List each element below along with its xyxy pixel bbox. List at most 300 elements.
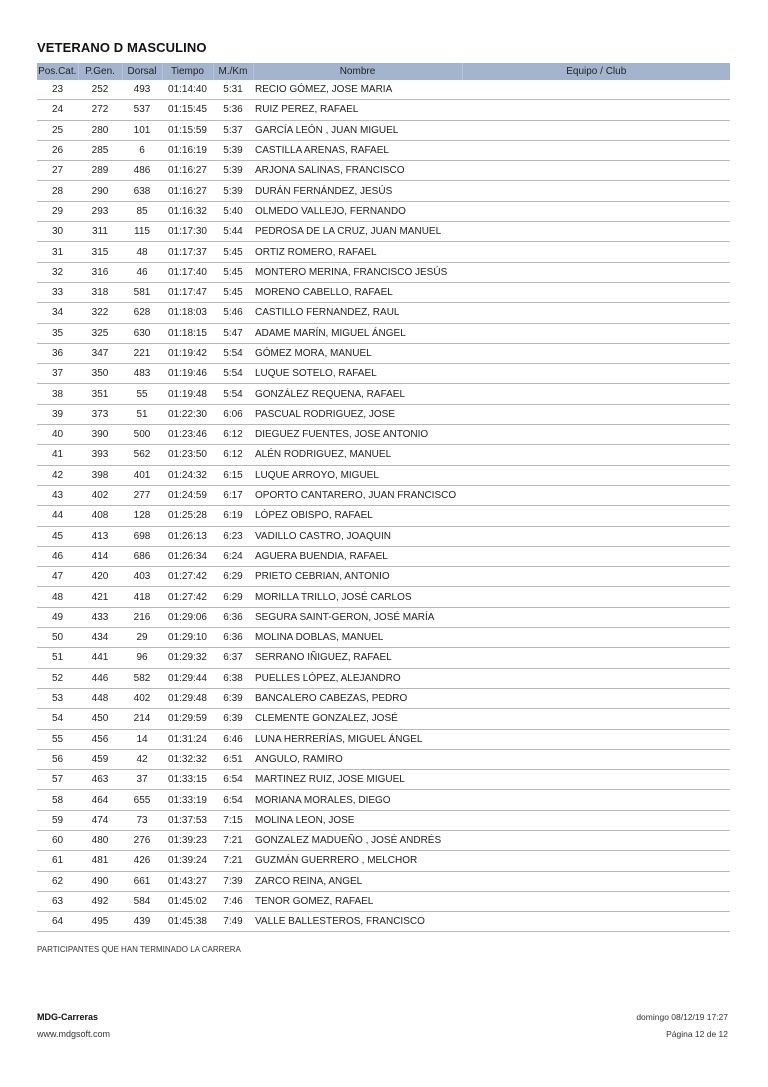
cell-equipo-club [462,830,730,850]
cell-dorsal: 628 [122,303,162,323]
cell-p-gen: 290 [78,181,122,201]
cell-min-km: 6:06 [213,404,253,424]
cell-min-km: 6:12 [213,425,253,445]
cell-nombre: ADAME MARÍN, MIGUEL ÁNGEL [253,323,462,343]
cell-equipo-club [462,425,730,445]
table-row [37,323,730,343]
table-row [37,770,730,790]
table-row [37,181,730,201]
cell-tiempo: 01:25:28 [162,506,213,526]
cell-p-gen: 414 [78,546,122,566]
table-row [37,648,730,668]
cell-min-km: 6:15 [213,465,253,485]
cell-pos-cat: 58 [37,790,78,810]
cell-min-km: 5:46 [213,303,253,323]
cell-min-km: 5:31 [213,80,253,100]
table-row [37,506,730,526]
cell-equipo-club [462,323,730,343]
cell-p-gen: 421 [78,587,122,607]
cell-nombre: MOLINA DOBLAS, MANUEL [253,628,462,648]
cell-dorsal: 277 [122,485,162,505]
cell-dorsal: 582 [122,668,162,688]
cell-nombre: MARTINEZ RUIZ, JOSE MIGUEL [253,770,462,790]
cell-tiempo: 01:23:50 [162,445,213,465]
cell-tiempo: 01:17:37 [162,242,213,262]
cell-min-km: 7:21 [213,830,253,850]
cell-dorsal: 46 [122,262,162,282]
cell-p-gen: 420 [78,567,122,587]
cell-equipo-club [462,587,730,607]
cell-pos-cat: 61 [37,851,78,871]
cell-pos-cat: 38 [37,384,78,404]
table-row [37,425,730,445]
cell-min-km: 6:24 [213,546,253,566]
cell-p-gen: 351 [78,384,122,404]
table-row [37,404,730,424]
cell-pos-cat: 39 [37,404,78,424]
cell-tiempo: 01:39:24 [162,851,213,871]
cell-dorsal: 493 [122,80,162,100]
cell-pos-cat: 54 [37,709,78,729]
cell-pos-cat: 48 [37,587,78,607]
cell-equipo-club [462,526,730,546]
cell-pos-cat: 32 [37,262,78,282]
cell-nombre: ALÉN RODRIGUEZ, MANUEL [253,445,462,465]
cell-p-gen: 289 [78,161,122,181]
table-row [37,282,730,302]
cell-dorsal: 216 [122,607,162,627]
cell-pos-cat: 50 [37,628,78,648]
cell-p-gen: 413 [78,526,122,546]
cell-pos-cat: 64 [37,912,78,932]
cell-nombre: PASCUAL RODRIGUEZ, JOSE [253,404,462,424]
cell-pos-cat: 35 [37,323,78,343]
cell-p-gen: 350 [78,364,122,384]
cell-equipo-club [462,810,730,830]
cell-tiempo: 01:18:03 [162,303,213,323]
cell-nombre: PRIETO CEBRIAN, ANTONIO [253,567,462,587]
table-row [37,810,730,830]
cell-pos-cat: 40 [37,425,78,445]
cell-tiempo: 01:17:30 [162,222,213,242]
cell-nombre: MONTERO MERINA, FRANCISCO JESÚS [253,262,462,282]
cell-p-gen: 490 [78,871,122,891]
cell-pos-cat: 53 [37,688,78,708]
cell-dorsal: 418 [122,587,162,607]
cell-pos-cat: 27 [37,161,78,181]
cell-nombre: LUQUE ARROYO, MIGUEL [253,465,462,485]
table-row [37,709,730,729]
cell-equipo-club [462,871,730,891]
cell-pos-cat: 52 [37,668,78,688]
cell-pos-cat: 51 [37,648,78,668]
cell-equipo-club [462,485,730,505]
cell-dorsal: 85 [122,201,162,221]
cell-dorsal: 581 [122,282,162,302]
finishers-note: PARTICIPANTES QUE HAN TERMINADO LA CARRERA [37,945,241,954]
cell-pos-cat: 42 [37,465,78,485]
cell-tiempo: 01:43:27 [162,871,213,891]
table-row [37,607,730,627]
cell-nombre: ARJONA SALINAS, FRANCISCO [253,161,462,181]
cell-nombre: GONZÁLEZ REQUENA, RAFAEL [253,384,462,404]
cell-equipo-club [462,851,730,871]
cell-p-gen: 280 [78,120,122,140]
cell-pos-cat: 59 [37,810,78,830]
cell-equipo-club [462,404,730,424]
cell-tiempo: 01:26:34 [162,546,213,566]
cell-min-km: 5:44 [213,222,253,242]
cell-min-km: 6:17 [213,485,253,505]
cell-p-gen: 252 [78,80,122,100]
col-nombre: Nombre [253,63,462,80]
cell-dorsal: 401 [122,465,162,485]
cell-tiempo: 01:31:24 [162,729,213,749]
cell-tiempo: 01:19:48 [162,384,213,404]
cell-min-km: 6:39 [213,709,253,729]
cell-equipo-club [462,384,730,404]
table-row [37,749,730,769]
cell-pos-cat: 34 [37,303,78,323]
table-row [37,830,730,850]
cell-dorsal: 486 [122,161,162,181]
cell-tiempo: 01:15:59 [162,120,213,140]
cell-equipo-club [462,201,730,221]
cell-equipo-club [462,790,730,810]
cell-pos-cat: 29 [37,201,78,221]
cell-dorsal: 439 [122,912,162,932]
cell-min-km: 5:54 [213,343,253,363]
cell-equipo-club [462,668,730,688]
cell-tiempo: 01:32:32 [162,749,213,769]
cell-nombre: OPORTO CANTARERO, JUAN FRANCISCO [253,485,462,505]
cell-tiempo: 01:45:38 [162,912,213,932]
cell-tiempo: 01:17:47 [162,282,213,302]
cell-p-gen: 456 [78,729,122,749]
cell-equipo-club [462,303,730,323]
table-row [37,485,730,505]
cell-equipo-club [462,445,730,465]
cell-p-gen: 373 [78,404,122,424]
cell-dorsal: 562 [122,445,162,465]
cell-min-km: 6:54 [213,770,253,790]
cell-min-km: 6:23 [213,526,253,546]
cell-min-km: 5:47 [213,323,253,343]
cell-min-km: 6:29 [213,567,253,587]
cell-equipo-club [462,749,730,769]
cell-tiempo: 01:14:40 [162,80,213,100]
cell-equipo-club [462,120,730,140]
cell-equipo-club [462,80,730,100]
cell-p-gen: 393 [78,445,122,465]
table-row [37,201,730,221]
col-dorsal: Dorsal [122,63,162,80]
table-row [37,567,730,587]
table-row [37,242,730,262]
table-row [37,688,730,708]
cell-tiempo: 01:16:32 [162,201,213,221]
cell-p-gen: 450 [78,709,122,729]
results-table [37,63,730,932]
cell-p-gen: 464 [78,790,122,810]
cell-p-gen: 316 [78,262,122,282]
cell-dorsal: 51 [122,404,162,424]
cell-min-km: 6:51 [213,749,253,769]
cell-p-gen: 480 [78,830,122,850]
cell-min-km: 6:29 [213,587,253,607]
cell-min-km: 5:45 [213,242,253,262]
col-p-gen: P.Gen. [78,63,122,80]
cell-equipo-club [462,222,730,242]
cell-pos-cat: 31 [37,242,78,262]
cell-equipo-club [462,343,730,363]
cell-p-gen: 325 [78,323,122,343]
cell-tiempo: 01:19:46 [162,364,213,384]
table-header-row [37,63,730,80]
cell-min-km: 7:15 [213,810,253,830]
cell-equipo-club [462,465,730,485]
cell-nombre: LÓPEZ OBISPO, RAFAEL [253,506,462,526]
col-min-km: M./Km [213,63,253,80]
cell-equipo-club [462,709,730,729]
cell-equipo-club [462,181,730,201]
cell-dorsal: 29 [122,628,162,648]
cell-tiempo: 01:27:42 [162,567,213,587]
cell-pos-cat: 60 [37,830,78,850]
cell-pos-cat: 25 [37,120,78,140]
cell-pos-cat: 36 [37,343,78,363]
cell-tiempo: 01:19:42 [162,343,213,363]
cell-p-gen: 311 [78,222,122,242]
cell-dorsal: 73 [122,810,162,830]
cell-min-km: 6:36 [213,607,253,627]
cell-min-km: 5:40 [213,201,253,221]
cell-nombre: GÓMEZ MORA, MANUEL [253,343,462,363]
cell-nombre: LUQUE SOTELO, RAFAEL [253,364,462,384]
cell-nombre: AGUERA BUENDIA, RAFAEL [253,546,462,566]
cell-p-gen: 492 [78,891,122,911]
table-row [37,120,730,140]
cell-p-gen: 285 [78,140,122,160]
table-row [37,222,730,242]
cell-equipo-club [462,628,730,648]
cell-nombre: ZARCO REINA, ANGEL [253,871,462,891]
cell-pos-cat: 49 [37,607,78,627]
cell-dorsal: 276 [122,830,162,850]
cell-min-km: 6:39 [213,688,253,708]
cell-nombre: LUNA HERRERÍAS, MIGUEL ÁNGEL [253,729,462,749]
cell-equipo-club [462,364,730,384]
cell-equipo-club [462,262,730,282]
cell-nombre: BANCALERO CABEZAS, PEDRO [253,688,462,708]
cell-nombre: PEDROSA DE LA CRUZ, JUAN MANUEL [253,222,462,242]
cell-tiempo: 01:24:32 [162,465,213,485]
table-row [37,912,730,932]
table-row [37,729,730,749]
cell-tiempo: 01:29:48 [162,688,213,708]
cell-dorsal: 584 [122,891,162,911]
table-row [37,790,730,810]
cell-tiempo: 01:17:40 [162,262,213,282]
cell-pos-cat: 55 [37,729,78,749]
cell-tiempo: 01:37:53 [162,810,213,830]
footer-date: domingo 08/12/19 17:27 [636,1012,728,1022]
cell-equipo-club [462,506,730,526]
cell-min-km: 5:39 [213,140,253,160]
cell-pos-cat: 45 [37,526,78,546]
cell-dorsal: 14 [122,729,162,749]
cell-nombre: VADILLO CASTRO, JOAQUIN [253,526,462,546]
cell-equipo-club [462,688,730,708]
col-pos-cat: Pos.Cat. [37,63,78,80]
cell-equipo-club [462,242,730,262]
cell-min-km: 5:45 [213,262,253,282]
cell-p-gen: 347 [78,343,122,363]
cell-dorsal: 48 [122,242,162,262]
cell-tiempo: 01:45:02 [162,891,213,911]
cell-p-gen: 402 [78,485,122,505]
col-tiempo: Tiempo [162,63,213,80]
cell-tiempo: 01:24:59 [162,485,213,505]
cell-min-km: 5:39 [213,181,253,201]
cell-equipo-club [462,607,730,627]
cell-p-gen: 398 [78,465,122,485]
footer-brand: MDG-Carreras [37,1012,99,1022]
cell-pos-cat: 28 [37,181,78,201]
cell-dorsal: 42 [122,749,162,769]
cell-min-km: 7:46 [213,891,253,911]
cell-tiempo: 01:16:19 [162,140,213,160]
cell-tiempo: 01:22:30 [162,404,213,424]
cell-min-km: 6:54 [213,790,253,810]
cell-min-km: 6:38 [213,668,253,688]
cell-pos-cat: 57 [37,770,78,790]
cell-equipo-club [462,546,730,566]
cell-equipo-club [462,770,730,790]
cell-tiempo: 01:39:23 [162,830,213,850]
cell-p-gen: 459 [78,749,122,769]
cell-min-km: 5:45 [213,282,253,302]
cell-nombre: MORIANA MORALES, DIEGO [253,790,462,810]
cell-dorsal: 426 [122,851,162,871]
cell-min-km: 6:12 [213,445,253,465]
cell-tiempo: 01:16:27 [162,181,213,201]
cell-nombre: RUIZ PEREZ, RAFAEL [253,100,462,120]
cell-nombre: GUZMÁN GUERRERO , MELCHOR [253,851,462,871]
cell-pos-cat: 62 [37,871,78,891]
table-row [37,891,730,911]
cell-min-km: 6:37 [213,648,253,668]
cell-tiempo: 01:18:15 [162,323,213,343]
cell-tiempo: 01:29:44 [162,668,213,688]
table-row [37,851,730,871]
cell-equipo-club [462,140,730,160]
cell-nombre: CASTILLO FERNANDEZ, RAUL [253,303,462,323]
cell-dorsal: 630 [122,323,162,343]
cell-pos-cat: 63 [37,891,78,911]
cell-nombre: OLMEDO VALLEJO, FERNANDO [253,201,462,221]
table-row [37,161,730,181]
cell-nombre: DIEGUEZ FUENTES, JOSE ANTONIO [253,425,462,445]
cell-p-gen: 448 [78,688,122,708]
cell-equipo-club [462,729,730,749]
table-row [37,526,730,546]
footer-website: www.mdgsoft.com [37,1029,111,1039]
cell-nombre: GONZALEZ MADUEÑO , JOSÉ ANDRÉS [253,830,462,850]
cell-min-km: 7:39 [213,871,253,891]
cell-min-km: 7:21 [213,851,253,871]
cell-tiempo: 01:15:45 [162,100,213,120]
cell-nombre: MOLINA LEON, JOSE [253,810,462,830]
col-equipo-club: Equipo / Club [462,63,730,80]
cell-min-km: 6:19 [213,506,253,526]
cell-tiempo: 01:33:19 [162,790,213,810]
cell-pos-cat: 56 [37,749,78,769]
cell-pos-cat: 23 [37,80,78,100]
cell-p-gen: 322 [78,303,122,323]
cell-nombre: MORILLA TRILLO, JOSÉ CARLOS [253,587,462,607]
cell-nombre: RECIO GÓMEZ, JOSE MARIA [253,80,462,100]
cell-tiempo: 01:33:15 [162,770,213,790]
cell-dorsal: 101 [122,120,162,140]
table-row [37,303,730,323]
cell-p-gen: 474 [78,810,122,830]
cell-min-km: 5:39 [213,161,253,181]
cell-dorsal: 655 [122,790,162,810]
cell-tiempo: 01:27:42 [162,587,213,607]
table-row [37,80,730,100]
table-row [37,364,730,384]
table-row [37,445,730,465]
cell-min-km: 5:36 [213,100,253,120]
cell-equipo-club [462,100,730,120]
cell-pos-cat: 47 [37,567,78,587]
cell-min-km: 7:49 [213,912,253,932]
cell-dorsal: 214 [122,709,162,729]
cell-p-gen: 293 [78,201,122,221]
cell-nombre: ORTIZ ROMERO, RAFAEL [253,242,462,262]
cell-nombre: MORENO CABELLO, RAFAEL [253,282,462,302]
cell-nombre: TENOR GOMEZ, RAFAEL [253,891,462,911]
cell-nombre: CASTILLA ARENAS, RAFAEL [253,140,462,160]
cell-p-gen: 390 [78,425,122,445]
cell-tiempo: 01:16:27 [162,161,213,181]
cell-equipo-club [462,282,730,302]
cell-dorsal: 537 [122,100,162,120]
cell-dorsal: 500 [122,425,162,445]
cell-dorsal: 698 [122,526,162,546]
cell-min-km: 6:46 [213,729,253,749]
cell-pos-cat: 46 [37,546,78,566]
cell-p-gen: 481 [78,851,122,871]
cell-dorsal: 483 [122,364,162,384]
cell-tiempo: 01:29:10 [162,628,213,648]
table-row [37,871,730,891]
cell-min-km: 5:37 [213,120,253,140]
cell-p-gen: 446 [78,668,122,688]
table-row [37,465,730,485]
table-row [37,100,730,120]
cell-p-gen: 463 [78,770,122,790]
cell-nombre: PUELLES LÓPEZ, ALEJANDRO [253,668,462,688]
cell-pos-cat: 30 [37,222,78,242]
cell-p-gen: 272 [78,100,122,120]
table-row [37,628,730,648]
table-row [37,384,730,404]
table-row [37,262,730,282]
table-row [37,140,730,160]
cell-equipo-club [462,161,730,181]
